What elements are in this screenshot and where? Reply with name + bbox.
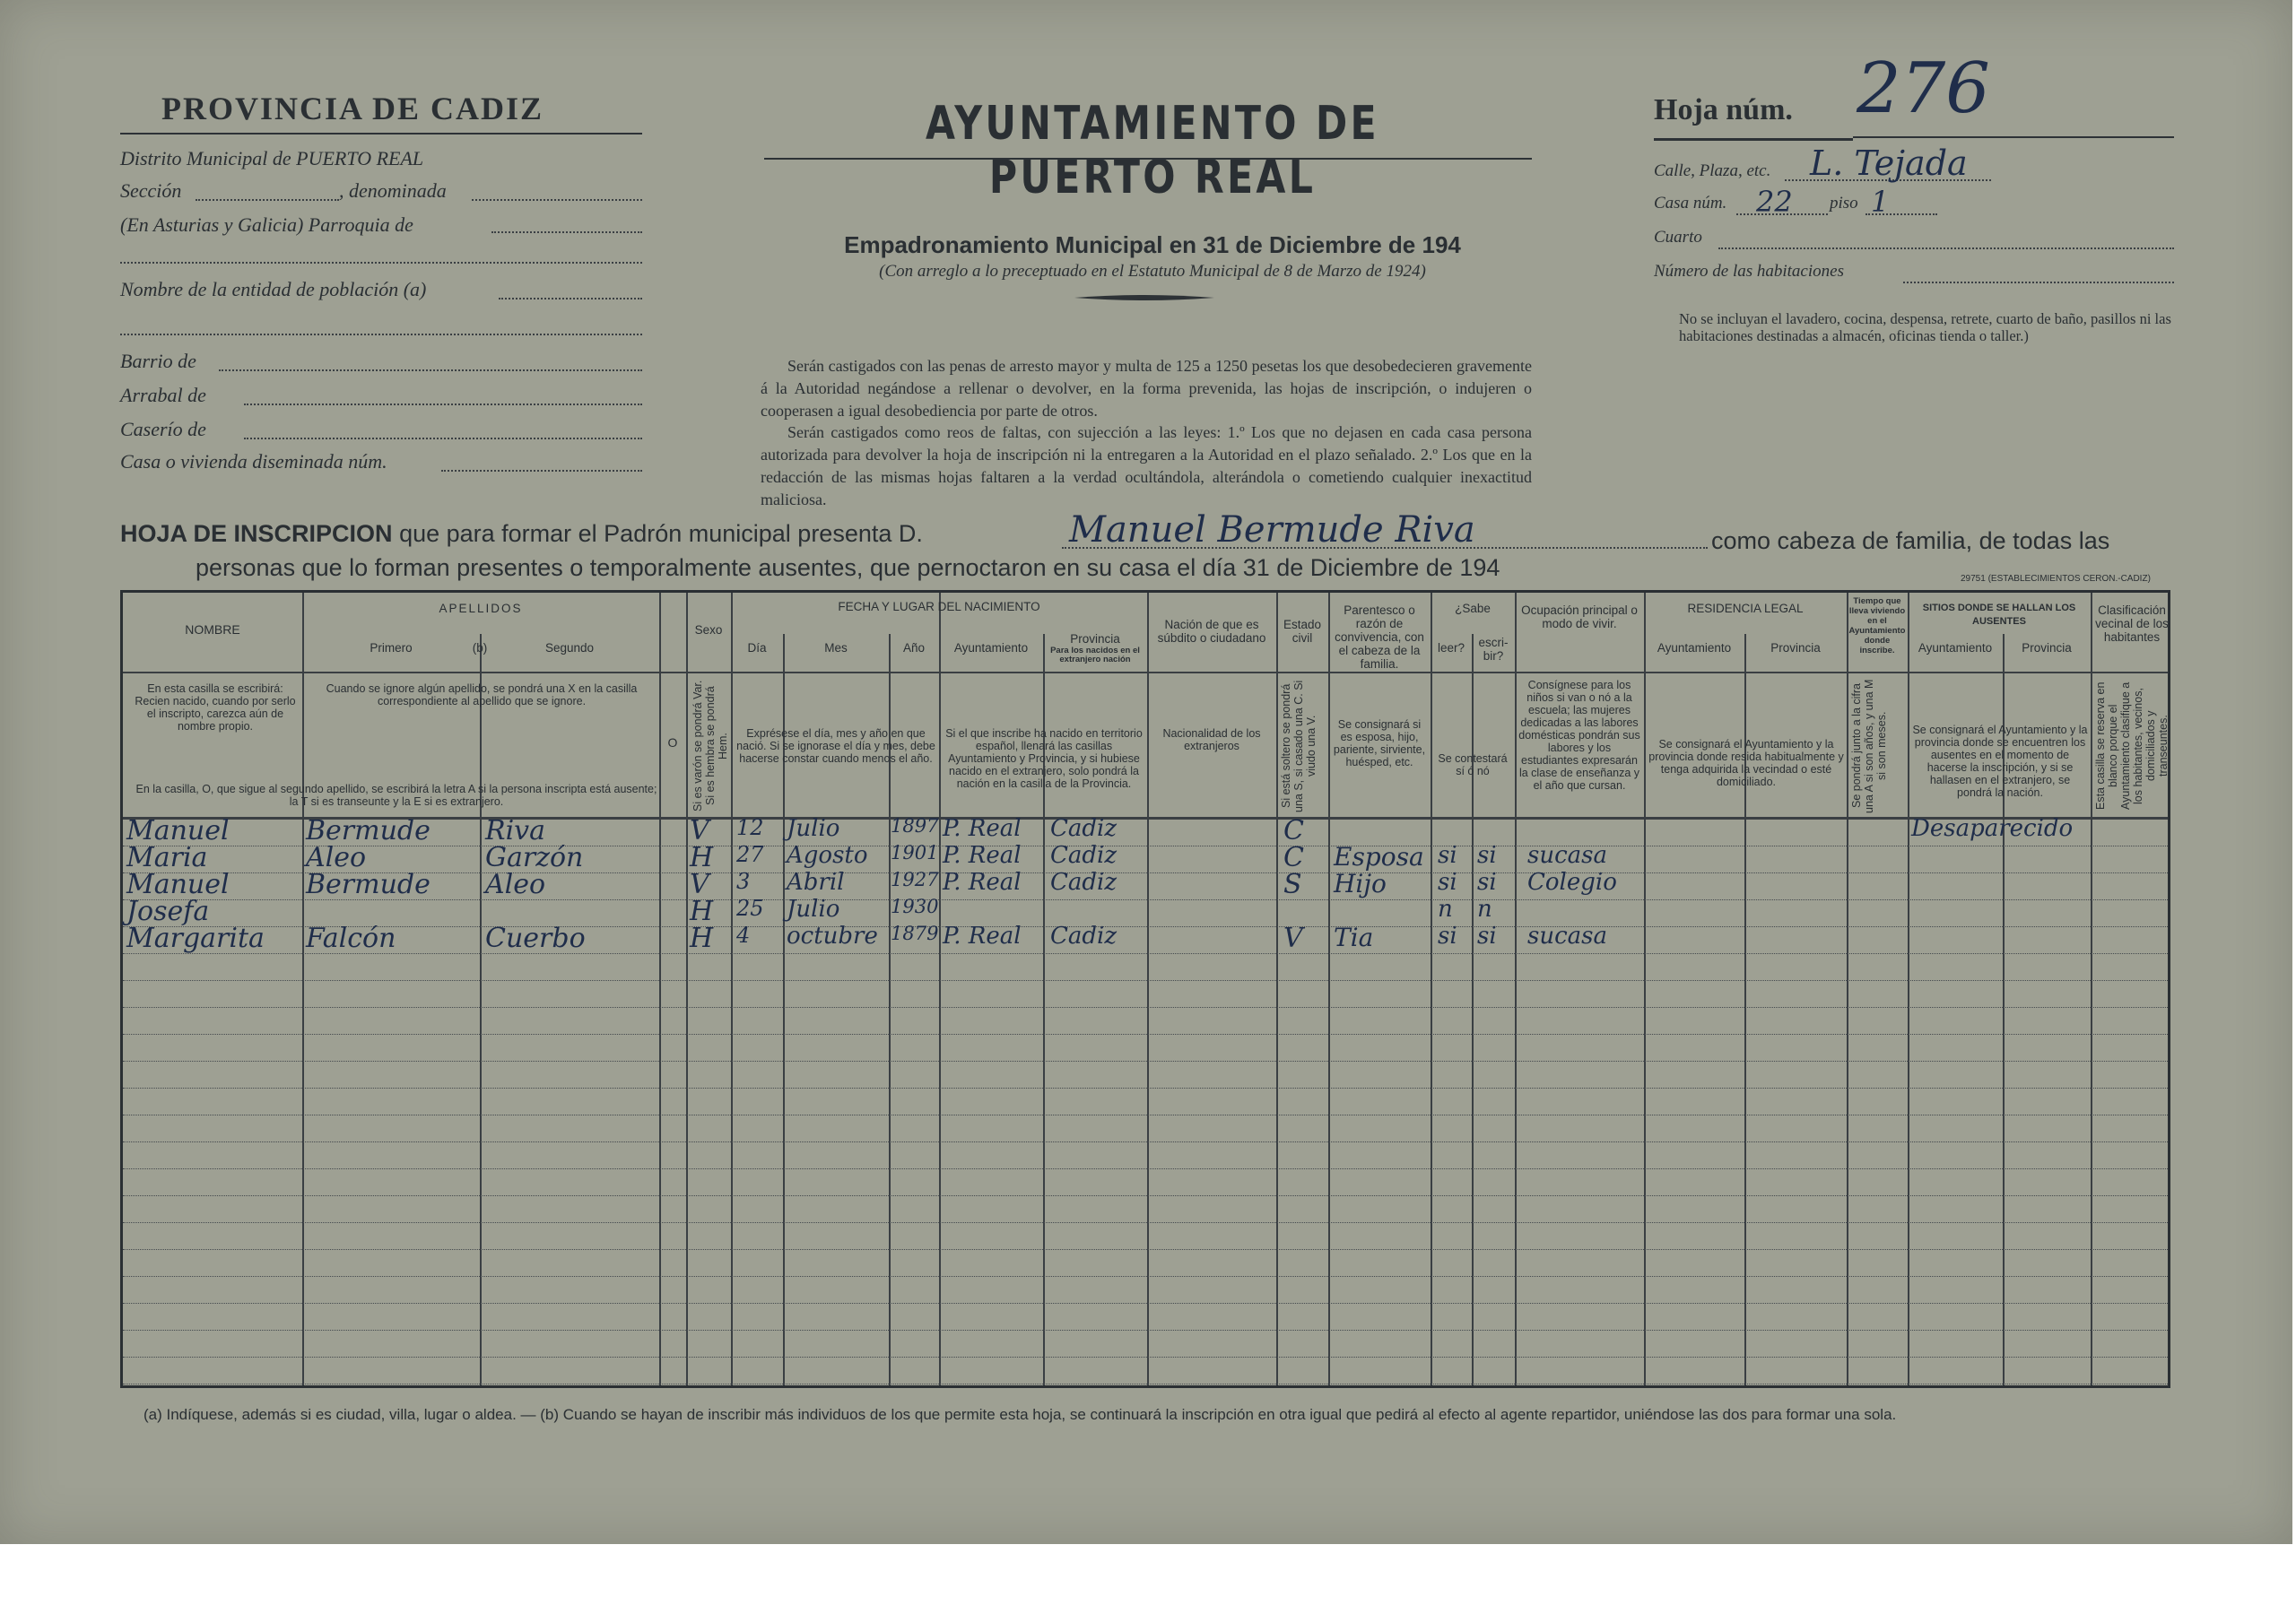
instr-nombre-2: En la casilla, O, que sigue al segundo apellido, se escribirá la letra A si la persona inscripta está ausente; la T si es transeunte y la E si es extranjero. xyxy=(135,783,657,808)
row-rule xyxy=(123,1249,2168,1250)
row-rule xyxy=(123,1168,2168,1169)
hoja-number[interactable]: 276 xyxy=(1857,48,1990,129)
arrabal-label: Arrabal de xyxy=(120,384,206,406)
casa-label: Casa núm. xyxy=(1654,194,1727,213)
cell-ano[interactable]: 1897 xyxy=(891,815,939,837)
col-divider xyxy=(1847,593,1848,1385)
cell-estado[interactable]: S xyxy=(1283,869,1302,900)
cell-leer[interactable]: si xyxy=(1438,923,1457,950)
cell-primero[interactable]: Aleo xyxy=(306,842,367,873)
parroquia-field-line2[interactable] xyxy=(120,262,642,264)
distrito-label: Distrito Municipal de PUERTO REAL xyxy=(120,147,424,169)
cell-nombre[interactable]: Josefa xyxy=(126,896,210,927)
cuarto-label: Cuarto xyxy=(1654,228,1702,247)
hoja-underline xyxy=(1654,138,1853,141)
header-ocupacion: Ocupación principal o modo de vivir. xyxy=(1521,603,1638,630)
arrabal-field[interactable] xyxy=(244,404,642,405)
seccion-label: Sección xyxy=(120,179,182,202)
col-divider xyxy=(659,593,661,1385)
cell-mes[interactable]: Abril xyxy=(787,869,845,896)
printer-mark: 29751 (ESTABLECIMIENTOS CERON.-CADIZ) xyxy=(1961,574,2151,584)
cell-mes[interactable]: Agosto xyxy=(787,842,868,869)
hoja-number-rule xyxy=(1853,136,2174,138)
cell-dia[interactable]: 4 xyxy=(736,923,751,948)
cell-estado[interactable]: C xyxy=(1283,815,1304,846)
header-nacion: Nación de que es súbdito o ciudadano xyxy=(1157,618,1266,645)
col-divider xyxy=(1515,593,1517,1385)
cell-sitio[interactable]: Desaparecido xyxy=(1911,815,2074,842)
cuarto-field[interactable] xyxy=(1718,247,2174,249)
header-residencia: RESIDENCIA LEGAL xyxy=(1687,602,1804,615)
instr-fecha: Exprésese el día, mes y año en que nació. Si se ignorase el día y mes, debe hacerse constar cuando menos el año. xyxy=(736,727,935,765)
instr-sexo: Si es varón se pondrá Var. Si es hembra se pondrá Hem. xyxy=(691,680,729,812)
cell-prov[interactable]: Cadiz xyxy=(1050,869,1118,896)
instr-lugar: Si el que inscribe ha nacido en territorio español, llenará las casillas Ayuntamiento y Provincia, y si hubiese nacido en el extranjero, solo pondrá la nación en la casilla de la Provincia. xyxy=(945,727,1143,790)
header-b: (b) xyxy=(472,641,488,655)
cell-ocupacion[interactable]: sucasa xyxy=(1527,923,1607,950)
cell-dia[interactable]: 27 xyxy=(736,842,764,867)
cell-escribir[interactable]: si xyxy=(1477,923,1497,950)
header-escribir: escri-bir? xyxy=(1478,636,1509,663)
header-leer: leer? xyxy=(1437,641,1465,655)
cell-dia[interactable]: 3 xyxy=(736,869,751,894)
col-divider xyxy=(1431,593,1432,1385)
header-sitios: SITIOS DONDE SE HALLAN LOS AUSENTES xyxy=(1922,603,2076,627)
header-dia: Día xyxy=(747,641,767,655)
col-divider xyxy=(2091,593,2092,1385)
instr-nombre-1: En esta casilla se escribirá: Recien nacido, cuando por serlo el inscripto, carezca aún de nombre propio. xyxy=(135,682,296,733)
cell-ano[interactable]: 1927 xyxy=(891,869,939,890)
cell-prov[interactable]: Cadiz xyxy=(1050,815,1118,842)
cell-prov[interactable]: Cadiz xyxy=(1050,923,1118,950)
inscripcion-text-2: como cabeza de familia, de todas las xyxy=(1711,527,2110,554)
empadronamiento-title: Empadronamiento Municipal en 31 de Diciembre de 194 xyxy=(844,231,1461,258)
instr-o: O xyxy=(667,735,678,750)
row-rule xyxy=(123,1276,2168,1277)
header-provincia-nac: Provincia xyxy=(1070,632,1120,646)
calle-value[interactable]: L. Tejada xyxy=(1810,143,1968,183)
cell-sexo[interactable]: H xyxy=(690,896,714,927)
cell-mes[interactable]: Julio xyxy=(787,815,840,842)
cell-sexo[interactable]: H xyxy=(690,923,714,954)
header-sexo: Sexo xyxy=(694,623,723,637)
header-sit-ayto: Ayuntamiento xyxy=(1918,641,1993,655)
col-divider xyxy=(686,593,688,1385)
main-title: AYUNTAMIENTO DE PUERTO REAL xyxy=(926,97,1379,204)
province-rule xyxy=(120,133,642,135)
caserio-field[interactable] xyxy=(244,438,642,439)
cell-segundo[interactable]: Garzón xyxy=(485,842,584,873)
cell-ayto[interactable]: P. Real xyxy=(943,923,1022,950)
caserio-label: Caserío de xyxy=(120,418,206,440)
cell-leer[interactable]: n xyxy=(1438,896,1453,923)
cell-prov[interactable]: Cadiz xyxy=(1050,842,1118,869)
casa-diseminada-label: Casa o vivienda diseminada núm. xyxy=(120,450,387,473)
habitaciones-field[interactable] xyxy=(1903,282,2174,283)
header-mes: Mes xyxy=(824,641,848,655)
header-tiempo: Tiempo que lleva viviendo en el Ayuntamiento donde inscribe. xyxy=(1848,596,1906,655)
inscripcion-lead: HOJA DE INSCRIPCION xyxy=(120,520,393,547)
entidad-label: Nombre de la entidad de población (a) xyxy=(120,278,427,300)
header-parentesco: Parentesco o razón de convivencia, con el cabeza de la familia. xyxy=(1335,603,1424,671)
habitaciones-note: No se incluyan el lavadero, cocina, despensa, retrete, cuarto de baño, pasillos ni las habitaciones destinadas a almacén, oficinas tienda o taller.) xyxy=(1679,310,2171,344)
province-title: PROVINCIA DE CADIZ xyxy=(161,91,544,126)
col-divider xyxy=(1147,593,1149,1385)
cell-nombre[interactable]: Margarita xyxy=(126,923,265,954)
cell-primero[interactable]: Falcón xyxy=(306,923,396,954)
legal-paragraph-2: Serán castigados como reos de faltas, con sujección a las leyes: 1.º Los que no dejasen en cada casa persona autorizada para devolver la hoja de inscripción ni la entregaren a la Autoridad en el plazo señalado. 2.º Los que en la redacción de las mismas hojas faltaren a la verdad ocultándola, alterándola o cometiendo cualquier inexactitud maliciosa. xyxy=(761,423,1532,508)
denominada-label: , denominada xyxy=(339,179,447,202)
header-estado: Estado civil xyxy=(1283,618,1322,645)
cell-sexo[interactable]: V xyxy=(690,815,709,846)
header-clasificacion: Clasificación vecinal de los habitantes xyxy=(2095,603,2169,644)
piso-label: piso xyxy=(1830,194,1858,213)
row-rule xyxy=(123,1195,2168,1196)
instr-residencia: Se consignará el Ayuntamiento y la provincia donde resida habitualmente y tenga adquirida la vecindad o esté domiciliado. xyxy=(1648,738,1844,788)
instr-sabe: Se contestará sí ó nó xyxy=(1438,752,1508,777)
header-primero: Primero xyxy=(370,641,413,655)
instr-nacion: Nacionalidad de los extranjeros xyxy=(1162,727,1261,752)
row-rule xyxy=(123,1007,2168,1008)
row-rule xyxy=(123,1141,2168,1142)
cell-parentesco[interactable]: Esposa xyxy=(1334,842,1424,872)
cell-escribir[interactable]: si xyxy=(1477,842,1497,869)
instr-apellido: Cuando se ignore algún apellido, se pondrá una X en la casilla correspondiente al apellido que se ignore. xyxy=(326,682,638,707)
cell-escribir[interactable]: n xyxy=(1477,896,1492,923)
cell-ano[interactable]: 1901 xyxy=(891,842,939,864)
head-of-family-name[interactable]: Manuel Bermude Riva xyxy=(1069,509,1475,551)
row-rule xyxy=(123,1061,2168,1062)
row-rule xyxy=(123,1357,2168,1358)
cell-mes[interactable]: octubre xyxy=(787,923,878,950)
cell-ayto[interactable]: P. Real xyxy=(943,842,1022,869)
cell-parentesco[interactable]: Tia xyxy=(1334,923,1374,952)
instr-tiempo: Se pondrá junto a la cifra una A si son años, y una M si son meses. xyxy=(1850,679,1888,813)
cell-ayto[interactable]: P. Real xyxy=(943,869,1022,896)
cell-ano[interactable]: 1879 xyxy=(891,923,939,944)
cell-nombre[interactable]: Manuel xyxy=(126,815,230,846)
row-rule xyxy=(123,1222,2168,1223)
row-rule xyxy=(123,1088,2168,1089)
header-sabe: ¿Sabe xyxy=(1455,602,1491,615)
instr-sitios: Se consignará el Ayuntamiento y la provincia donde se encuentren los ausentes en el momento de hacerse la inscripción, y si se hallasen en el extranjero, se pondrá la nación. xyxy=(1912,724,2088,799)
barrio-field[interactable] xyxy=(219,369,642,371)
habitaciones-label: Número de las habitaciones xyxy=(1654,262,1844,281)
col-divider xyxy=(1276,593,1278,1385)
header-divider xyxy=(123,672,2168,673)
cell-dia[interactable]: 12 xyxy=(736,815,764,840)
calle-label: Calle, Plaza, etc. xyxy=(1654,161,1771,180)
empadronamiento-subtitle: (Con arreglo a lo preceptuado en el Estatuto Municipal de 8 de Marzo de 1924) xyxy=(879,262,1426,281)
instr-clasificacion: Esta casilla se reserva en blanco porque el Ayuntamiento clasifique a los habitantes, vecinos, domiciliados y transeuntes. xyxy=(2094,681,2170,811)
col-divider xyxy=(1328,593,1330,1385)
col-divider xyxy=(480,634,482,1385)
cell-segundo[interactable]: Cuerbo xyxy=(485,923,586,954)
col-divider xyxy=(1644,593,1646,1385)
row-rule xyxy=(123,1034,2168,1035)
instr-parentesco: Se consignará si es esposa, hijo, pariente, sirviente, huésped, etc. xyxy=(1333,718,1426,768)
cell-ayto[interactable]: P. Real xyxy=(943,815,1022,842)
seccion-field[interactable] xyxy=(196,199,339,201)
row-rule xyxy=(123,926,2168,927)
cell-estado[interactable]: V xyxy=(1283,923,1303,954)
header-apellidos: APELLIDOS xyxy=(439,602,523,615)
cell-mes[interactable]: Julio xyxy=(787,896,840,923)
instr-estado: Si está soltero se pondrá una S, si casado una C. Si viudo una V. xyxy=(1280,680,1318,812)
cell-primero[interactable]: Bermude xyxy=(306,815,430,846)
legal-paragraph-1: Serán castigados con las penas de arresto mayor y multa de 125 a 1250 pesetas los que desobedecieren gravemente á la Autoridad negándose a rellenar o devolver, en la forma prevenida, las hojas de inscripción, o indujeren o cooperasen a igual desobediencia por parte de otros. xyxy=(761,357,1532,420)
header-fecha-lugar: FECHA Y LUGAR DEL NACIMIENTO xyxy=(838,600,1040,613)
col-divider xyxy=(302,593,304,1385)
casa-diseminada-field[interactable] xyxy=(441,470,642,472)
instr-ocupacion: Consígnese para los niños si van o nó a la escuela; las mujeres dedicadas a las labores domésticas pondrán sus labores y los estudiantes expresarán la clase de enseñanza y el año que cursan. xyxy=(1518,679,1640,792)
inscripcion-text-1: que para formar el Padrón municipal presenta D. xyxy=(399,520,923,547)
cell-ocupacion[interactable]: Colegio xyxy=(1527,869,1617,896)
entidad-field-line2[interactable] xyxy=(120,334,642,335)
cell-leer[interactable]: si xyxy=(1438,869,1457,896)
cell-sexo[interactable]: H xyxy=(690,842,714,873)
col-divider xyxy=(939,593,941,1385)
ornament-divider xyxy=(1073,291,1216,305)
barrio-label: Barrio de xyxy=(120,350,196,372)
col-divider xyxy=(1472,634,1474,1385)
row-rule xyxy=(123,980,2168,981)
parroquia-label: (En Asturias y Galicia) Parroquia de xyxy=(120,213,413,236)
cell-estado[interactable]: C xyxy=(1283,842,1304,873)
header-ayuntamiento: Ayuntamiento xyxy=(953,641,1029,655)
row-rule xyxy=(123,1330,2168,1331)
header-provincia-nac-sub: Para los nacidos en el extranjero nación xyxy=(1050,646,1140,664)
census-table xyxy=(120,590,2170,1388)
entidad-field[interactable] xyxy=(499,298,642,299)
inscripcion-text-3: personas que lo forman presentes o temporalmente ausentes, que pernoctaron en su casa el día 31 de Diciembre de 194 xyxy=(196,554,1500,581)
cell-segundo[interactable]: Riva xyxy=(485,815,546,846)
header-nombre: NOMBRE xyxy=(185,622,240,637)
cell-ocupacion[interactable]: sucasa xyxy=(1527,842,1607,869)
cell-segundo[interactable]: Aleo xyxy=(485,869,546,900)
cell-escribir[interactable]: si xyxy=(1477,869,1497,896)
casa-value[interactable]: 22 xyxy=(1756,185,1793,219)
cell-nombre[interactable]: Manuel xyxy=(126,869,230,900)
row-rule xyxy=(123,1303,2168,1304)
inscripcion-line-1 xyxy=(120,520,923,548)
header-res-ayto: Ayuntamiento xyxy=(1657,641,1732,655)
head-of-family-field[interactable] xyxy=(1062,547,1708,549)
denominada-field[interactable] xyxy=(472,199,642,201)
header-res-prov: Provincia xyxy=(1770,641,1821,655)
row-rule xyxy=(123,953,2168,954)
parroquia-field[interactable] xyxy=(491,231,642,233)
cell-primero[interactable]: Bermude xyxy=(306,869,430,900)
piso-value[interactable]: 1 xyxy=(1871,185,1890,219)
cell-ano[interactable]: 1930 xyxy=(891,896,939,917)
cell-leer[interactable]: si xyxy=(1438,842,1457,869)
header-sit-prov: Provincia xyxy=(2022,641,2072,655)
col-divider xyxy=(731,593,733,1385)
hoja-label: Hoja núm. xyxy=(1654,93,1793,126)
cell-dia[interactable]: 25 xyxy=(736,896,764,921)
cell-parentesco[interactable]: Hijo xyxy=(1334,869,1387,898)
col-divider xyxy=(1908,593,1909,1385)
cell-nombre[interactable]: Maria xyxy=(126,842,208,873)
main-title-rule xyxy=(764,158,1532,160)
footnote: (a) Indíquese, además si es ciudad, villa, lugar o aldea. — (b) Cuando se hayan de inscribir más individuos de los que permite esta hoja, se continuará la inscripción en otra igual que pedirá al efecto al agente repartidor, uniéndose las dos para formar una sola. xyxy=(144,1406,1897,1423)
header-ano: Año xyxy=(902,641,926,655)
cell-sexo[interactable]: V xyxy=(690,869,709,900)
header-segundo: Segundo xyxy=(544,641,595,655)
